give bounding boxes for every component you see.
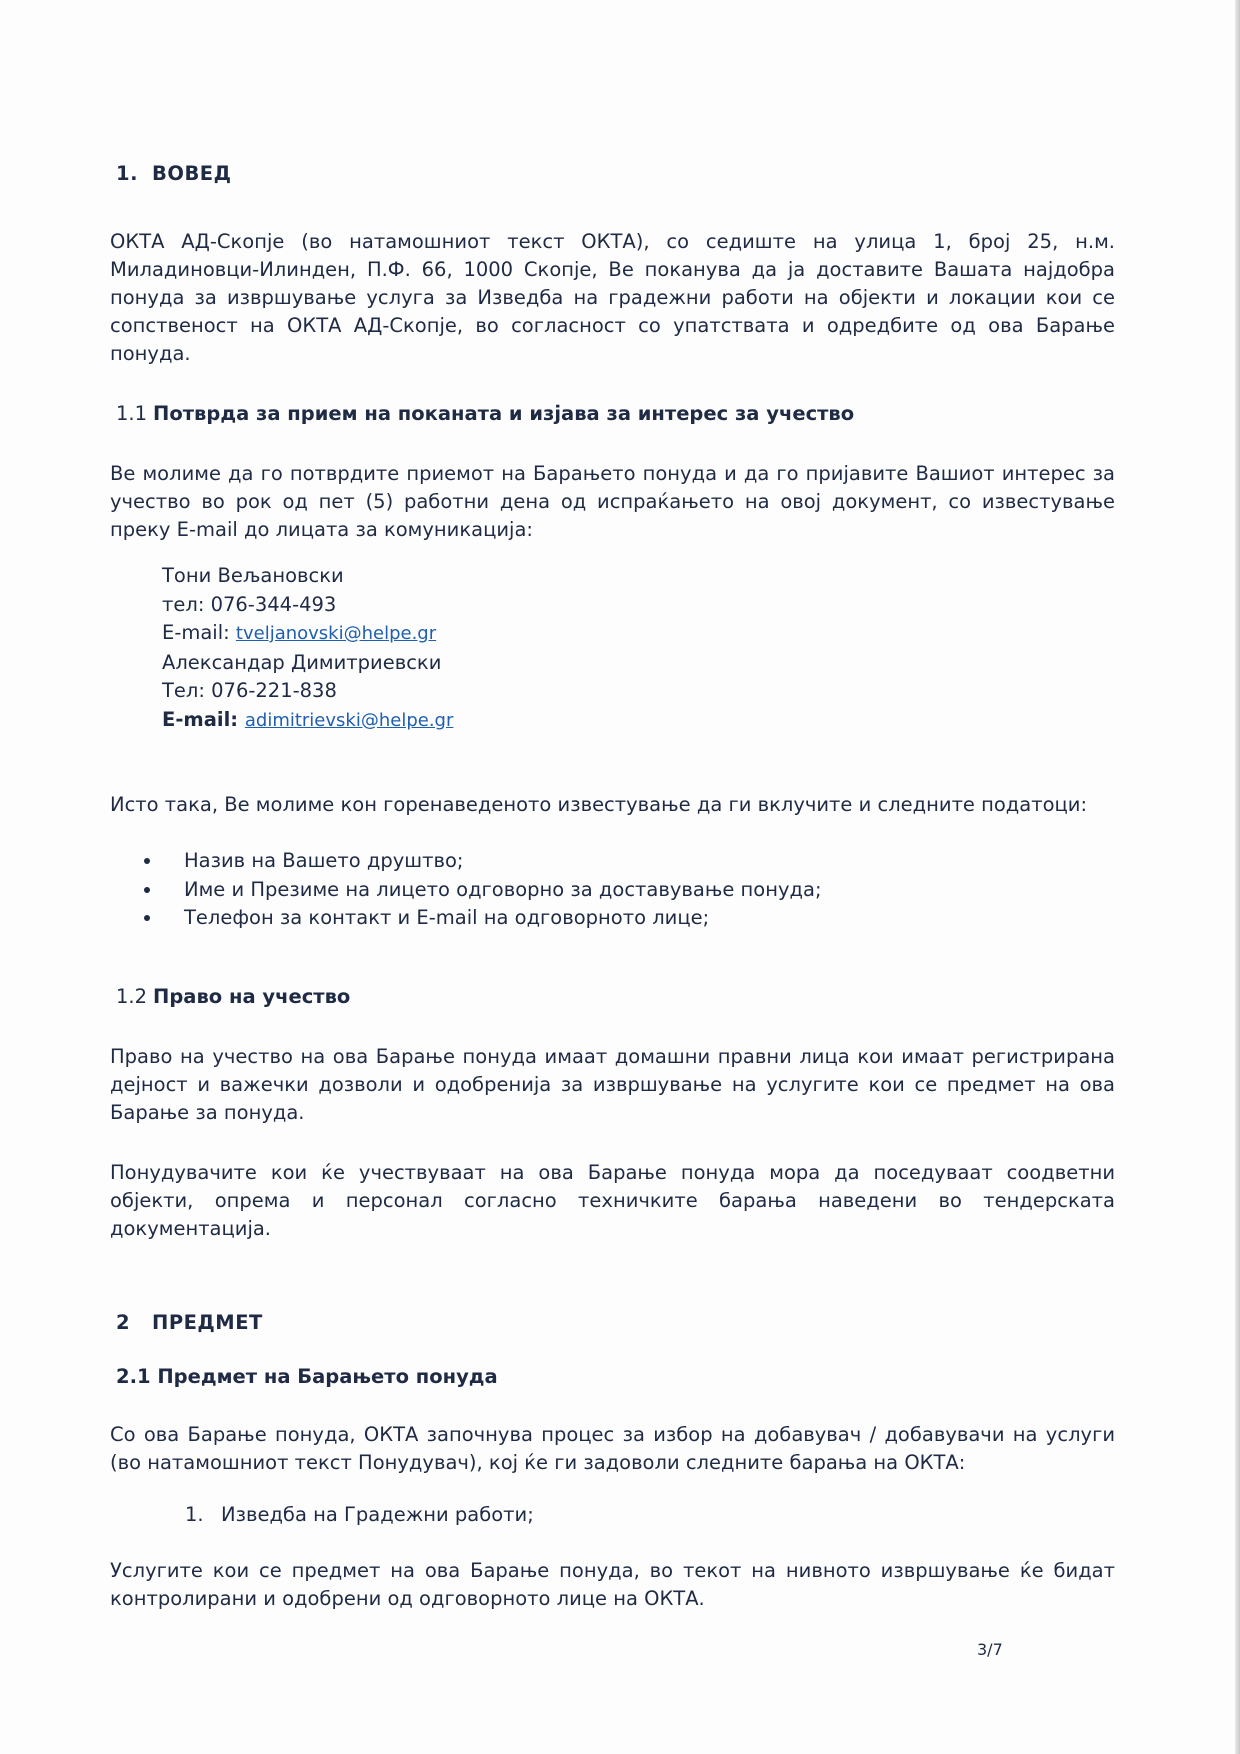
list-item-text: Име и Презиме на лицето одговорно за доставување понуда; bbox=[184, 877, 822, 901]
numbered-item-number: 1. bbox=[185, 1502, 204, 1526]
list-item bbox=[144, 876, 1115, 905]
section-1-2-number: 1.2 bbox=[116, 984, 148, 1008]
numbered-item bbox=[185, 1501, 1115, 1529]
eligibility-paragraph: Право на учество на ова Барање понуда имаат домашни правни лица кои имаат регистрирана дејност и важечки дозволи и одобренија за извршување на услугите кои се предмет на ова Барање за понуда. bbox=[110, 1044, 1115, 1124]
contact-2-name: Александар Димитриевски bbox=[162, 650, 442, 674]
section-2-title: ПРЕДМЕТ bbox=[152, 1310, 263, 1334]
bullet-icon bbox=[144, 915, 150, 921]
section-2-heading bbox=[116, 1309, 1115, 1337]
document-content bbox=[110, 160, 1115, 1613]
contact-1-email-link[interactable]: tveljanovski@helpe.gr bbox=[235, 623, 437, 644]
section-1-1-heading bbox=[116, 400, 1115, 428]
section-1-number: 1. bbox=[116, 162, 138, 185]
list-item bbox=[144, 904, 1115, 933]
section-1-1-title: Потврда за прием на поканата и изјава за интерес за учество bbox=[153, 402, 855, 425]
section-1-2-title: Право на учество bbox=[153, 984, 351, 1008]
contact-1-name: Тони Вељановски bbox=[162, 564, 344, 587]
page-number: 3/7 bbox=[977, 1640, 1003, 1659]
subject-paragraph: Со ова Барање понуда, ОКТА започнува процес за избор на добавувач / добавувачи на услуги (во натамошниот текст Понудувач), кој ќе ги задоволи следните барања на ОКТА: bbox=[110, 1422, 1115, 1474]
section-1-title: ВОВЕД bbox=[152, 162, 232, 185]
contact-1-email-label: E-mail: bbox=[162, 621, 236, 644]
bullet-icon bbox=[144, 858, 150, 864]
contact-1-email-row bbox=[162, 619, 1115, 649]
contact-2-email-link[interactable]: adimitrievski@helpe.gr bbox=[244, 709, 454, 731]
list-item-text: Назив на Вашето друштво; bbox=[184, 849, 464, 872]
section-2-number: 2 bbox=[116, 1310, 131, 1334]
contact-list bbox=[162, 562, 1115, 735]
section-1-2-heading bbox=[116, 983, 1115, 1011]
contact-2-email-row bbox=[162, 706, 1115, 736]
contact-1-phone: тел: 076-344-493 bbox=[162, 592, 337, 616]
services-control-paragraph: Услугите кои се предмет на ова Барање понуда, во текот на нивното извршување ќе бидат контролирани и одобрени од одговорното лице на ОКТА. bbox=[110, 1558, 1115, 1610]
list-item bbox=[144, 847, 1115, 876]
section-1-heading bbox=[116, 160, 1115, 188]
numbered-item-text: Изведба на Градежни работи; bbox=[221, 1502, 534, 1526]
list-item-text: Телефон за контакт и E-mail на одговорното лице; bbox=[184, 906, 710, 929]
confirmation-paragraph: Ве молиме да го потврдите приемот на Барањето понуда и да го пријавите Вашиот интерес за учество во рок од пет (5) работни дена од испраќањето на овој документ, со известување преку E-mail до лицата за комуникација: bbox=[110, 462, 1115, 541]
section-1-1-number: 1.1 bbox=[116, 402, 148, 425]
additional-info-paragraph: Исто така, Ве молиме кон горенаведеното известување да ги вклучите и следните податоци: bbox=[110, 793, 1088, 816]
required-info-list bbox=[144, 847, 1115, 933]
bidder-requirements-paragraph: Понудувачите кои ќе учествуваат на ова Барање понуда мора да поседуваат соодветни објекти, опрема и персонал согласно техничките барања наведени во тендерската документација. bbox=[110, 1160, 1115, 1240]
contact-2-email-label: E-mail: bbox=[162, 707, 245, 731]
intro-paragraph: ОКТА АД-Скопје (во натамошниот текст ОКТА), со седиште на улица 1, број 25, н.м. Миладиновци-Илинден, П.Ф. 66, 1000 Скопје, Ве поканува да ја доставите Вашата најдобра понуда за извршување услуга за Изведба на градежни работи на објекти и локации кои се сопственост на ОКТА АД-Скопје, во согласност со упатствата и одредбите од ова Барање понуда. bbox=[110, 230, 1115, 365]
section-2-1-heading: 2.1 Предмет на Барањето понуда bbox=[116, 1364, 498, 1388]
scan-edge bbox=[1235, 0, 1240, 1754]
contact-2-phone: Тел: 076-221-838 bbox=[162, 679, 337, 702]
bullet-icon bbox=[144, 887, 150, 893]
